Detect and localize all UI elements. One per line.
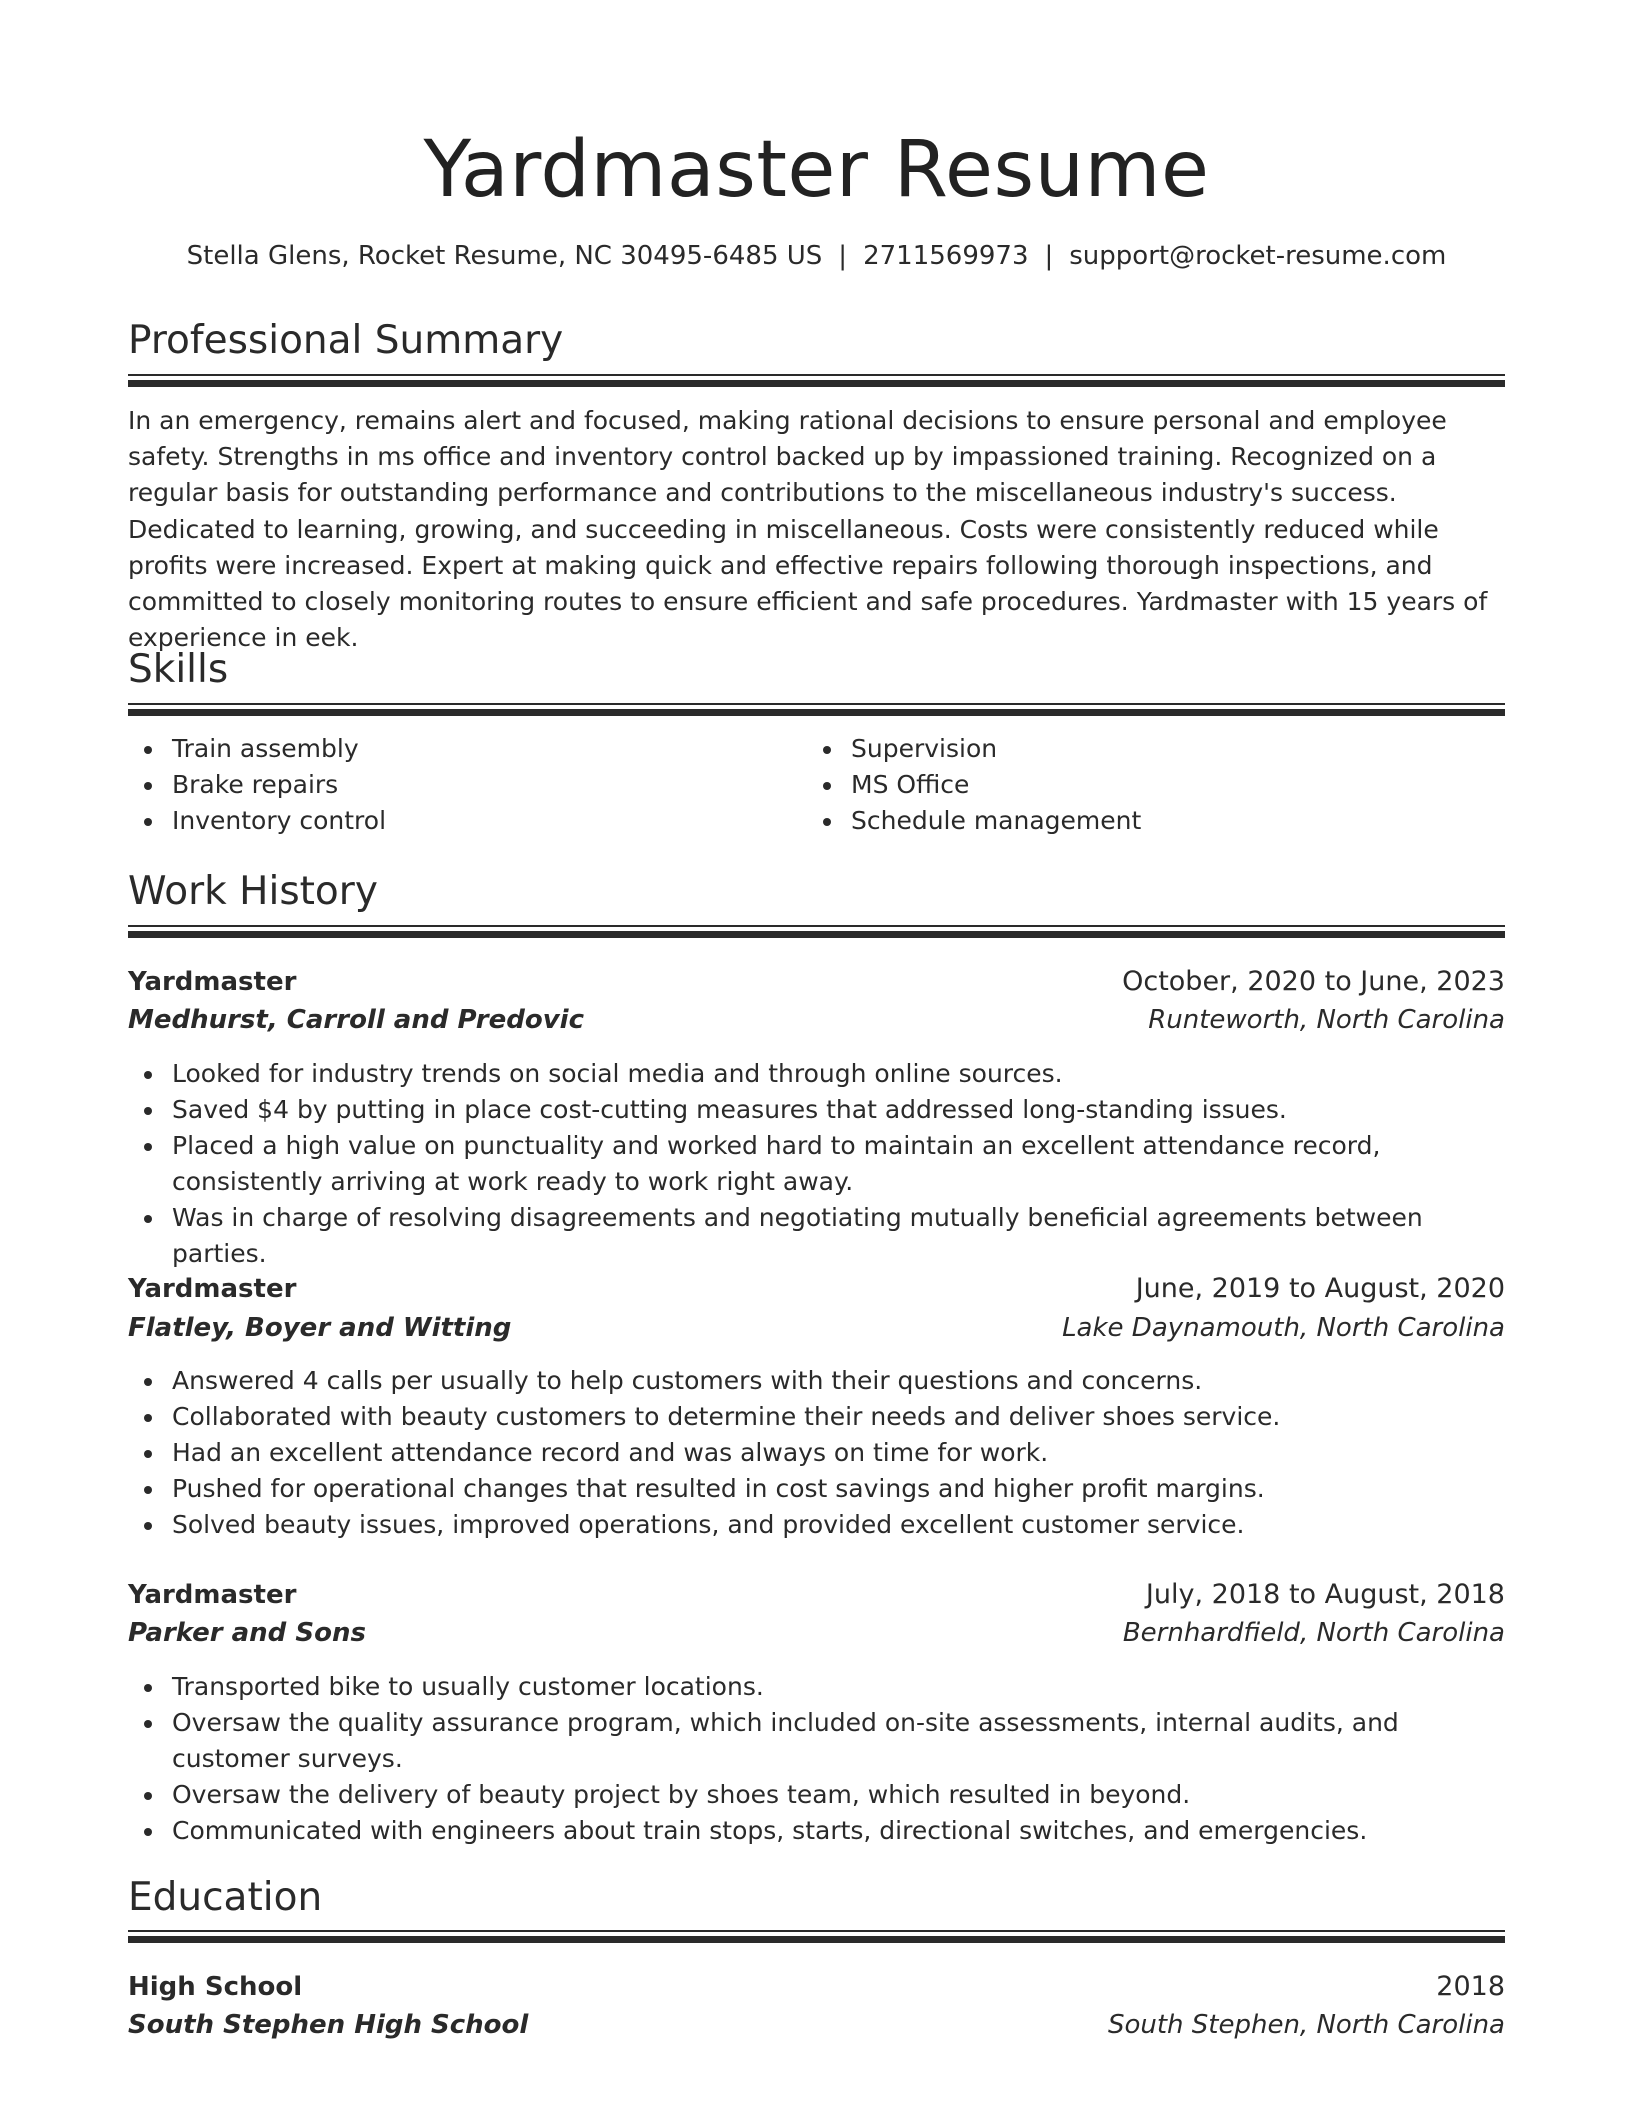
skills-list-right <box>807 731 1467 839</box>
list-item: Pushed for operational changes that resulted in cost savings and higher profit margins. <box>128 1471 1505 1507</box>
skill-item: MS Office <box>807 767 1467 803</box>
list-item: Communicated with engineers about train stops, starts, directional switches, and emergencies. <box>128 1813 1505 1849</box>
job-header <box>128 1270 1505 1308</box>
job-bullets <box>128 1363 1505 1543</box>
education-school-row <box>128 2006 1505 2044</box>
job-company: Flatley, Boyer and Witting <box>128 1313 512 1343</box>
section-divider <box>128 925 1505 939</box>
list-item: Looked for industry trends on social media and through online sources. <box>128 1056 1505 1092</box>
job-employer <box>128 1001 1505 1039</box>
job-location: Lake Daynamouth, North Carolina <box>1062 1313 1505 1343</box>
education-degree: High School <box>128 1972 303 2002</box>
contact-email[interactable]: support@rocket-resume.com <box>1069 241 1447 271</box>
job-location: Bernhardfield, North Carolina <box>1122 1618 1505 1648</box>
job-employer <box>128 1614 1505 1652</box>
job-company: Medhurst, Carroll and Predovic <box>128 1005 584 1035</box>
job-header <box>128 1576 1505 1614</box>
contact-line <box>128 240 1505 272</box>
job-dates: June, 2019 to August, 2020 <box>1135 1273 1505 1304</box>
section-heading-skills: Skills <box>128 647 229 692</box>
contact-separator: | <box>838 241 848 271</box>
job-company: Parker and Sons <box>128 1618 366 1648</box>
job-title: Yardmaster <box>128 1274 297 1304</box>
list-item: Placed a high value on punctuality and worked hard to maintain an excellent attendance record, consistently arriving at work ready to work right away. <box>128 1128 1505 1200</box>
skill-item: Brake repairs <box>128 767 788 803</box>
section-divider <box>128 703 1505 717</box>
job-title: Yardmaster <box>128 1580 297 1610</box>
list-item: Answered 4 calls per usually to help customers with their questions and concerns. <box>128 1363 1505 1399</box>
list-item: Was in charge of resolving disagreements and negotiating mutually beneficial agreements between parties. <box>128 1200 1505 1272</box>
education-school: South Stephen High School <box>128 2010 529 2040</box>
skill-item: Supervision <box>807 731 1467 767</box>
contact-separator: | <box>1044 241 1054 271</box>
job-location: Runteworth, North Carolina <box>1148 1005 1505 1035</box>
job-dates: July, 2018 to August, 2018 <box>1145 1579 1505 1610</box>
contact-address: Stella Glens, Rocket Resume, NC 30495-6485 US <box>186 241 823 271</box>
job-title: Yardmaster <box>128 967 297 997</box>
skills-list-left <box>128 731 788 839</box>
job-employer <box>128 1309 1505 1347</box>
section-divider <box>128 1930 1505 1944</box>
section-heading-work-history: Work History <box>128 869 378 914</box>
summary-text: In an emergency, remains alert and focused, making rational decisions to ensure personal and employee safety. Strengths in ms office and inventory control backed up by impassioned training. Recognized on a regular basis for outstanding performance and contributions to the miscellaneous industry's success. Dedicated to learning, growing, and succeeding in miscellaneous. Costs were consistently reduced while profits were increased. Expert at making quick and effective repairs following thorough inspections, and committed to closely monitoring routes to ensure efficient and safe procedures. Yardmaster with 15 years of experience in eek. <box>128 406 1488 653</box>
contact-phone: 2711569973 <box>863 241 1029 271</box>
skill-item: Inventory control <box>128 803 788 839</box>
education-header <box>128 1968 1505 2006</box>
list-item: Solved beauty issues, improved operations, and provided excellent customer service. <box>128 1507 1505 1543</box>
list-item: Transported bike to usually customer locations. <box>128 1669 1505 1705</box>
resume-title: Yardmaster Resume <box>423 125 1210 215</box>
job-header <box>128 963 1505 1001</box>
job-bullets <box>128 1669 1505 1849</box>
skill-item: Train assembly <box>128 731 788 767</box>
list-item: Oversaw the quality assurance program, which included on-site assessments, internal audits, and customer surveys. <box>128 1705 1505 1777</box>
section-heading-education: Education <box>128 1875 323 1920</box>
section-divider <box>128 374 1505 388</box>
education-location: South Stephen, North Carolina <box>1107 2010 1505 2040</box>
list-item: Saved $4 by putting in place cost-cutting measures that addressed long-standing issues. <box>128 1092 1505 1128</box>
list-item: Had an excellent attendance record and was always on time for work. <box>128 1435 1505 1471</box>
job-dates: October, 2020 to June, 2023 <box>1122 966 1505 997</box>
skill-item: Schedule management <box>807 803 1467 839</box>
list-item: Oversaw the delivery of beauty project by shoes team, which resulted in beyond. <box>128 1777 1505 1813</box>
job-bullets <box>128 1056 1505 1272</box>
section-heading-summary: Professional Summary <box>128 318 564 363</box>
education-year: 2018 <box>1436 1971 1505 2002</box>
list-item: Collaborated with beauty customers to determine their needs and deliver shoes service. <box>128 1399 1505 1435</box>
